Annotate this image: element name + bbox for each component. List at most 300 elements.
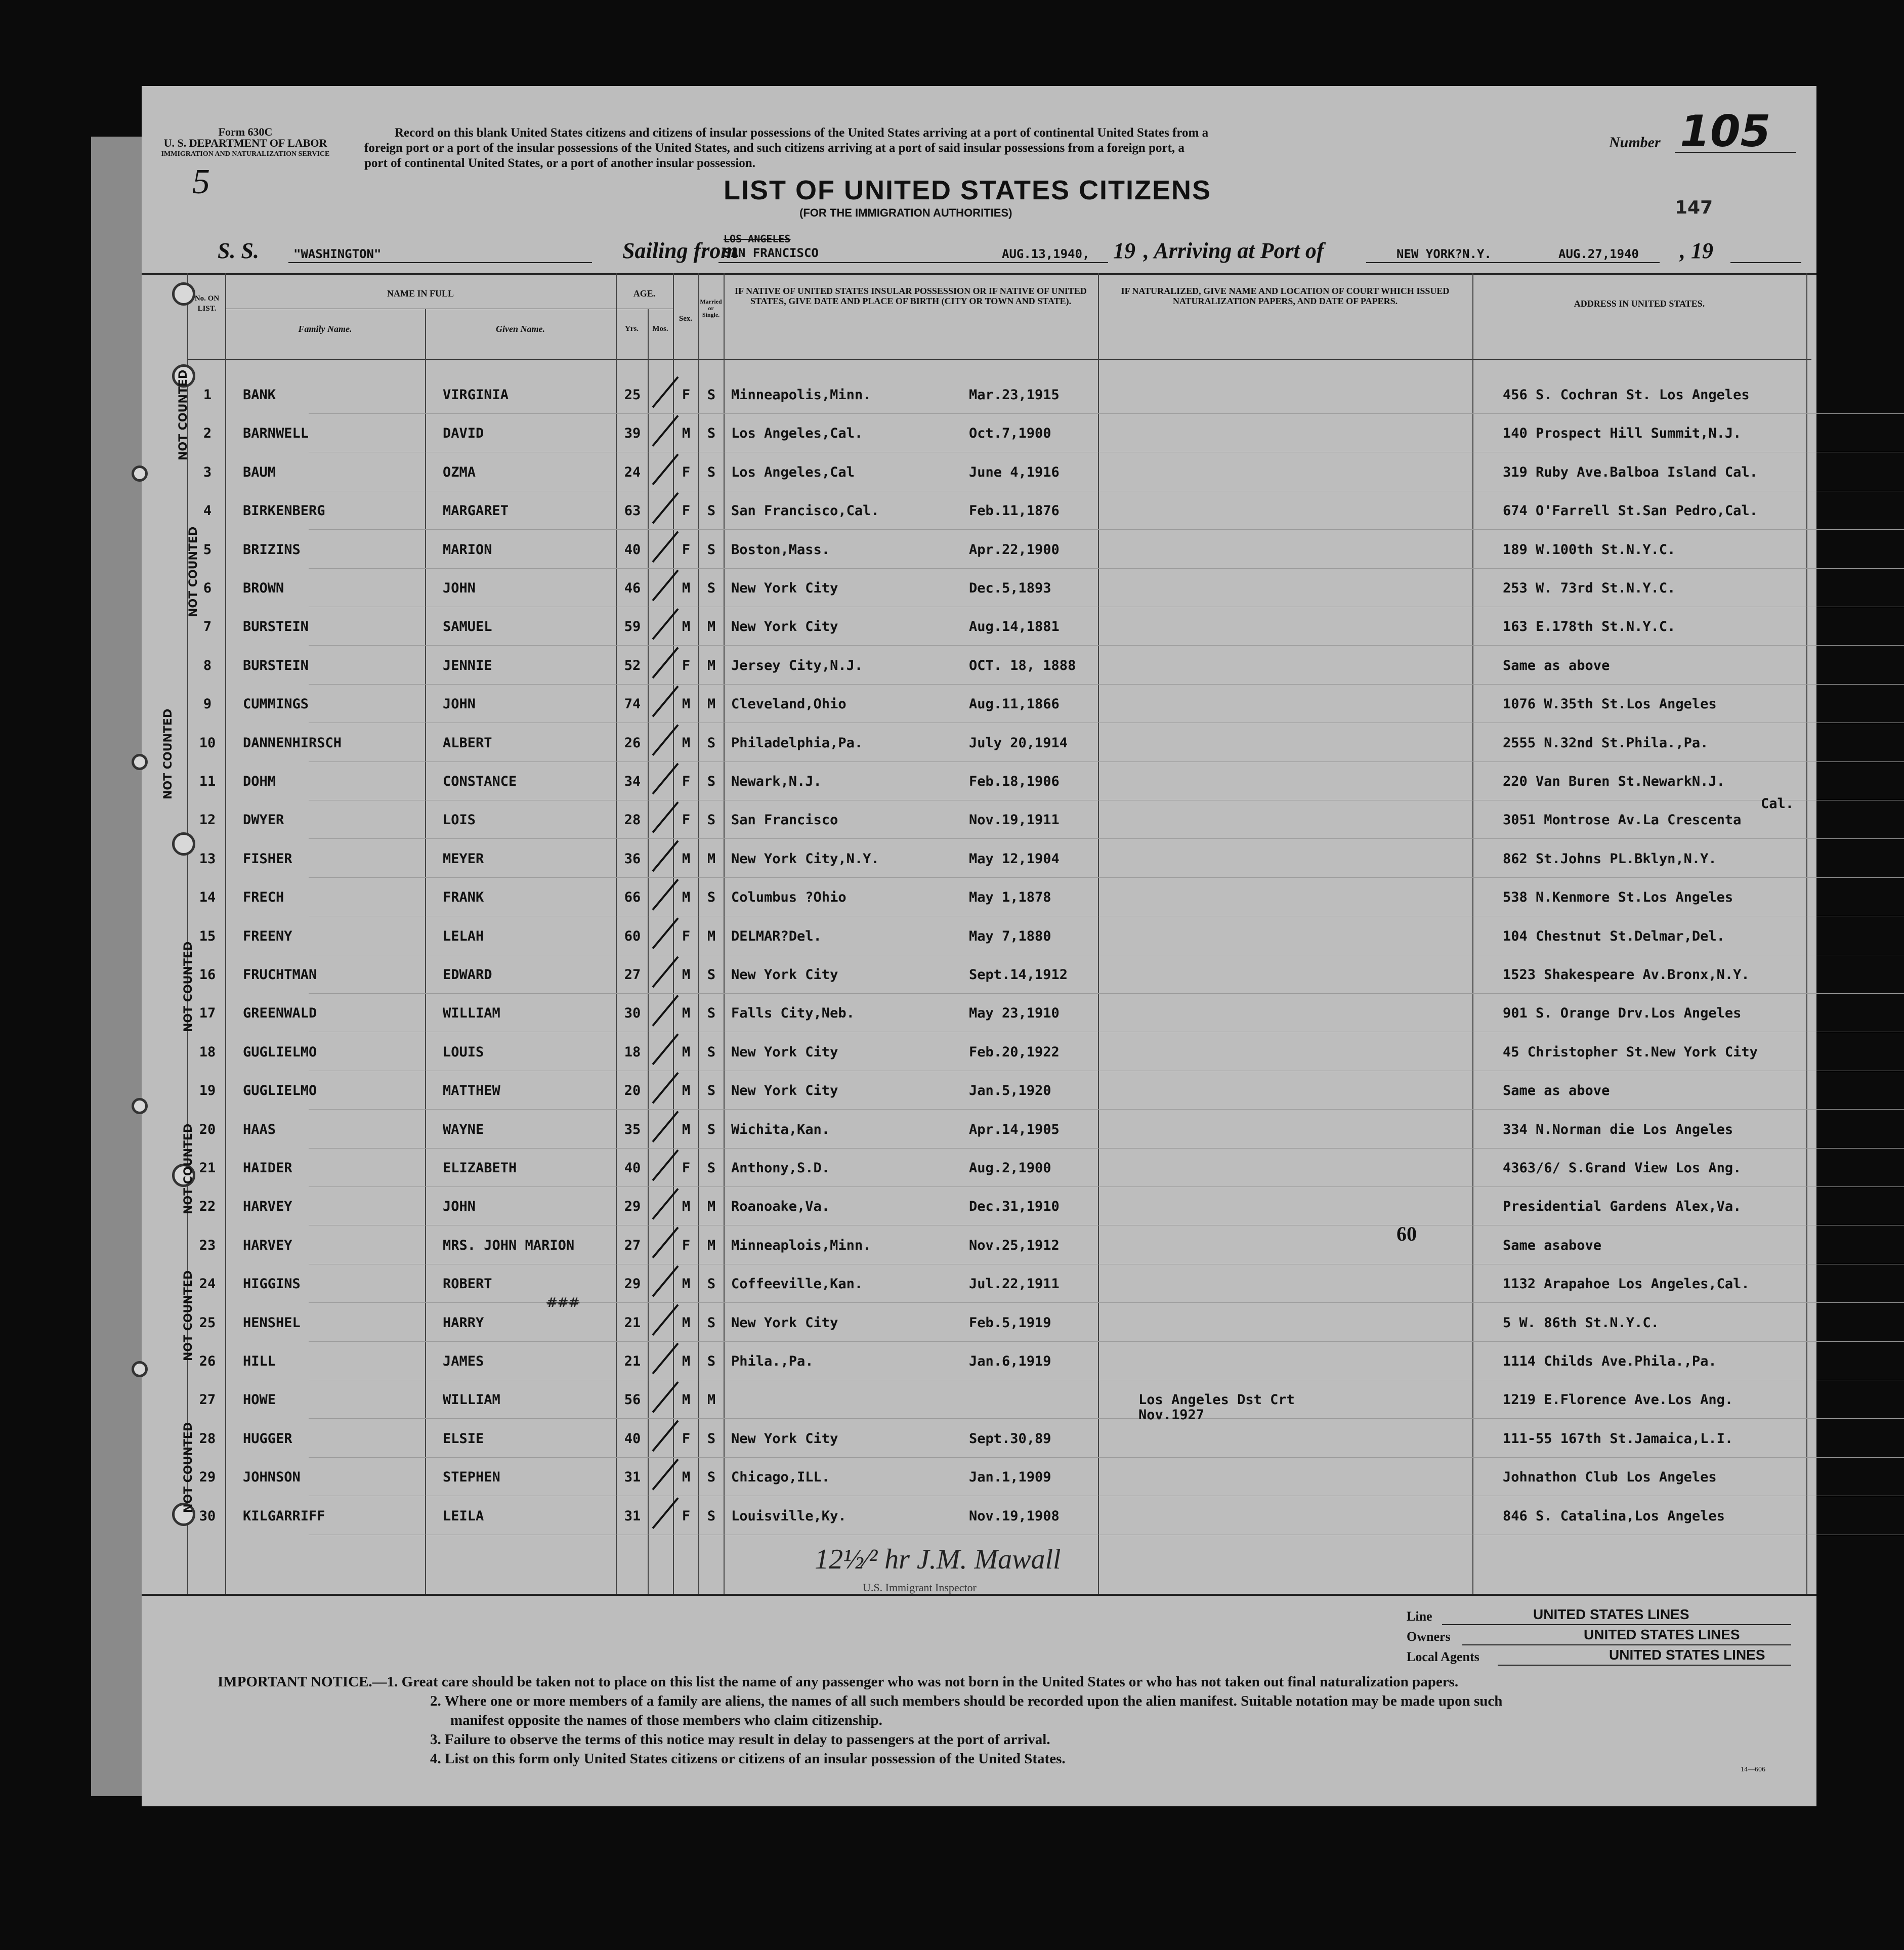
marital-status: S: [707, 1276, 716, 1292]
age-years: 36: [624, 851, 641, 867]
manifest-page: [142, 86, 1816, 1806]
address: Same asabove: [1503, 1237, 1602, 1253]
address: 538 N.Kenmore St.Los Angeles: [1503, 889, 1733, 906]
birth-place: San Francisco,Cal.: [731, 503, 879, 519]
family-name: BAUM: [243, 464, 276, 480]
notice-label: IMPORTANT NOTICE.: [218, 1674, 372, 1690]
address: Presidential Gardens Alex,Va.: [1503, 1199, 1742, 1215]
address: 1132 Arapahoe Los Angeles,Cal.: [1503, 1276, 1750, 1292]
row-number: 14: [199, 889, 216, 906]
check-mark: [653, 1189, 678, 1219]
given-name: MATTHEW: [443, 1083, 500, 1099]
age-years: 46: [624, 580, 641, 596]
age-years: 59: [624, 619, 641, 635]
age-years: 52: [624, 657, 641, 673]
birth-date: Aug.11,1866: [969, 696, 1060, 712]
given-name: ROBERT: [443, 1276, 492, 1292]
sex: M: [682, 735, 691, 751]
age-years: 21: [624, 1353, 641, 1369]
birth-place: Los Angeles,Cal.: [731, 426, 863, 442]
family-name: JOHNSON: [243, 1469, 301, 1486]
family-name: HILL: [243, 1353, 276, 1369]
birth-date: Jan.1,1909: [969, 1469, 1051, 1486]
family-name: HUGGER: [243, 1430, 292, 1447]
row-number: 21: [199, 1160, 216, 1176]
given-name: MARGARET: [443, 503, 509, 519]
family-name: BRIZINS: [243, 541, 301, 558]
row-number: 3: [203, 464, 212, 480]
age-years: 63: [624, 503, 641, 519]
check-mark: [653, 918, 678, 949]
row-number: 15: [199, 928, 216, 944]
birth-place: Los Angeles,Cal: [731, 464, 855, 480]
given-name: CONSTANCE: [443, 774, 517, 789]
row-number: 12: [199, 812, 216, 828]
header-naturalized: IF NATURALIZED, GIVE NAME AND LOCATION OF COURT WHICH ISSUED NATURALIZATION PAPERS, AND DATE OF PAPERS.: [1121, 286, 1450, 306]
notice-2b: manifest opposite the names of those members who claim citizenship.: [450, 1712, 882, 1728]
family-name: FISHER: [243, 851, 292, 867]
address: 189 W.100th St.N.Y.C.: [1503, 541, 1676, 558]
birth-place: Louisville,Ky.: [731, 1508, 847, 1524]
birth-place: San Francisco: [731, 812, 838, 828]
birth-place: New York City: [731, 967, 838, 983]
check-mark: [653, 1343, 678, 1374]
birth-date: Sept.30,89: [969, 1430, 1051, 1447]
birth-date: Aug.14,1881: [969, 619, 1060, 635]
arriving-label: , Arriving at Port of: [1144, 238, 1324, 263]
marital-status: M: [707, 657, 716, 673]
given-name: MEYER: [443, 851, 484, 867]
marital-status: M: [707, 928, 716, 944]
marital-status: M: [707, 851, 716, 867]
birth-place: Minneapolis,Minn.: [731, 387, 871, 403]
age-years: 21: [624, 1315, 641, 1331]
marital-status: S: [707, 1315, 716, 1331]
birth-place: Chicago,ILL.: [731, 1469, 830, 1486]
check-mark: [653, 802, 678, 832]
address: 140 Prospect Hill Summit,N.J.: [1503, 426, 1742, 442]
inspector-signature: 12½⁄² hr J.M. Mawall: [815, 1544, 1061, 1575]
check-mark: [653, 879, 678, 910]
header-yrs: Yrs.: [624, 325, 639, 333]
age-years: 27: [624, 967, 641, 983]
sex: M: [682, 1469, 691, 1486]
marital-status: S: [707, 1005, 716, 1022]
birth-date: July 20,1914: [969, 735, 1068, 751]
birth-date: Nov.25,1912: [969, 1237, 1060, 1253]
given-name: HARRY: [443, 1315, 484, 1331]
owners-label: Owners: [1407, 1629, 1451, 1644]
header-mos: Mos.: [652, 325, 668, 333]
from-struck: LOS ANGELES: [724, 233, 791, 245]
birth-place: Coffeeville,Kan.: [731, 1276, 863, 1292]
arrival-port: NEW YORK?N.Y.: [1397, 247, 1492, 261]
address: 1523 Shakespeare Av.Bronx,N.Y.: [1503, 967, 1750, 983]
row-number: 6: [203, 580, 212, 596]
age-years: 40: [624, 1160, 641, 1176]
given-name: WILLIAM: [443, 1005, 500, 1022]
service: IMMIGRATION AND NATURALIZATION SERVICE: [161, 150, 330, 158]
row-number: 19: [199, 1083, 216, 1099]
age-years: 40: [624, 541, 641, 558]
given-name: OZMA: [443, 464, 476, 480]
family-name: HARVEY: [243, 1237, 292, 1253]
birth-place: New York City: [731, 1044, 838, 1060]
given-name: WAYNE: [443, 1121, 484, 1137]
check-mark: [653, 493, 678, 523]
row-number: 17: [199, 1005, 216, 1022]
age-years: 39: [624, 426, 641, 442]
check-mark: [653, 1227, 678, 1258]
family-name: GUGLIELMO: [243, 1044, 317, 1060]
birth-place: Anthony,S.D.: [731, 1160, 830, 1176]
birth-place: New York City: [731, 1315, 838, 1331]
sex: M: [682, 619, 691, 635]
given-name: ALBERT: [443, 735, 492, 751]
not-counted-stamp: NOT COUNTED: [182, 1422, 195, 1513]
header-birth: IF NATIVE OF UNITED STATES INSULAR POSSESSION OR IF NATIVE OF UNITED STATES, GIVE DATE AND PLACE OF BIRTH (CITY OR TOWN AND STATE).: [735, 286, 1087, 306]
address: 253 W. 73rd St.N.Y.C.: [1503, 580, 1676, 596]
row-number: 16: [199, 967, 216, 983]
row-number: 10: [199, 735, 216, 751]
given-name: LOIS: [443, 812, 476, 828]
birth-date: May 7,1880: [969, 928, 1051, 944]
notice-2: 2. Where one or more members of a family are aliens, the names of all such members should be recorded upon the alien manifest. Suitable notation may be made upon such: [430, 1693, 1503, 1709]
birth-place: New York City: [731, 580, 838, 596]
address: 3051 Montrose Av.La Crescenta: [1503, 812, 1742, 828]
birth-date: Feb.5,1919: [969, 1315, 1051, 1331]
address: 220 Van Buren St.NewarkN.J.: [1503, 774, 1725, 789]
family-name: DANNENHIRSCH: [243, 735, 342, 751]
sex: F: [682, 503, 691, 519]
given-name: JOHN: [443, 1199, 476, 1215]
preamble-line-2: foreign port or a port of the insular possessions of the United States, and such citizens arriving at a port of said insular possessions from a foreign port, a: [364, 141, 1184, 155]
sex: F: [682, 541, 691, 558]
birth-place: Minneaplois,Minn.: [731, 1237, 871, 1253]
check-mark: [653, 1266, 678, 1296]
check-mark: [653, 1073, 678, 1103]
check-mark: [653, 995, 678, 1026]
not-counted-stamp: NOT COUNTED: [182, 1270, 195, 1361]
check-mark: [653, 841, 678, 871]
birth-date: Nov.19,1908: [969, 1508, 1060, 1524]
birth-date: Sept.14,1912: [969, 967, 1068, 983]
row-number: 8: [203, 657, 212, 673]
birth-place: Wichita,Kan.: [731, 1121, 830, 1137]
address: Same as above: [1503, 1083, 1610, 1099]
address: 2555 N.32nd St.Phila.,Pa.: [1503, 735, 1709, 751]
family-name: HAAS: [243, 1121, 276, 1137]
family-name: GREENWALD: [243, 1005, 317, 1022]
age-years: 31: [624, 1469, 641, 1486]
line-value: UNITED STATES LINES: [1533, 1606, 1689, 1622]
sex: F: [682, 1430, 691, 1447]
header-address: ADDRESS IN UNITED STATES.: [1574, 299, 1705, 309]
birth-place: Boston,Mass.: [731, 541, 830, 558]
sex: M: [682, 1353, 691, 1369]
agents-value: UNITED STATES LINES: [1609, 1647, 1765, 1663]
marital-status: S: [707, 1508, 716, 1524]
birth-place: New York City: [731, 1430, 838, 1447]
row-number: 2: [203, 426, 212, 442]
family-name: HARVEY: [243, 1199, 292, 1215]
marital-status: M: [707, 1199, 716, 1215]
given-name: LOUIS: [443, 1044, 484, 1060]
marital-status: S: [707, 580, 716, 596]
sex: M: [682, 580, 691, 596]
birth-place: New York City,N.Y.: [731, 851, 879, 867]
given-name: DAVID: [443, 426, 484, 442]
check-mark: [653, 648, 678, 678]
family-name: HOWE: [243, 1392, 276, 1408]
marital-status: S: [707, 1121, 716, 1137]
sex: F: [682, 812, 691, 828]
sex: F: [682, 657, 691, 673]
birth-date: Feb.11,1876: [969, 503, 1060, 519]
birth-place: Falls City,Neb.: [731, 1005, 855, 1022]
agents-label: Local Agents: [1407, 1649, 1479, 1664]
address: 1114 Childs Ave.Phila.,Pa.: [1503, 1353, 1717, 1369]
check-mark: [653, 686, 678, 716]
birth-place: New York City: [731, 619, 838, 635]
given-name: ELIZABETH: [443, 1160, 517, 1176]
birth-date: Jan.5,1920: [969, 1083, 1051, 1099]
naturalization-court: Los Angeles Dst Crt: [1138, 1392, 1295, 1408]
row-number: 4: [203, 503, 212, 519]
family-name: HIGGINS: [243, 1276, 301, 1292]
age-years: 24: [624, 464, 641, 480]
header-name: NAME IN FULL: [387, 288, 454, 299]
family-name: CUMMINGS: [243, 696, 309, 712]
given-name: JOHN: [443, 580, 476, 596]
marital-status: M: [707, 696, 716, 712]
birth-date: Mar.23,1915: [969, 387, 1060, 403]
sex: F: [682, 1237, 691, 1253]
birth-date: Dec.31,1910: [969, 1199, 1060, 1215]
given-name: VIRGINIA: [443, 387, 509, 403]
not-counted-stamp: NOT COUNTED: [187, 526, 200, 617]
check-mark: [653, 1034, 678, 1065]
row-number: 30: [199, 1508, 216, 1524]
marital-status: S: [707, 464, 716, 480]
header-sex: Sex.: [679, 315, 693, 323]
birth-date: OCT. 18, 1888: [969, 657, 1076, 673]
header-married: Married or Single.: [700, 298, 722, 318]
address: 901 S. Orange Drv.Los Angeles: [1503, 1005, 1742, 1022]
age-years: 20: [624, 1083, 641, 1099]
check-mark: [653, 532, 678, 562]
birth-date: Nov.19,1911: [969, 812, 1060, 828]
department: U. S. DEPARTMENT OF LABOR: [163, 137, 327, 149]
family-name: KILGARRIFF: [243, 1508, 325, 1524]
check-mark: [653, 609, 678, 639]
sex: M: [682, 1276, 691, 1292]
age-years: 31: [624, 1508, 641, 1524]
arrival-date: AUG.27,1940: [1558, 247, 1639, 261]
birth-place: Philadelphia,Pa.: [731, 735, 863, 751]
sex: M: [682, 1005, 691, 1022]
row-number: 26: [199, 1353, 216, 1369]
not-counted-stamp: NOT COUNTED: [162, 708, 175, 799]
birth-date: May 12,1904: [969, 851, 1060, 867]
family-name: BIRKENBERG: [243, 503, 325, 519]
given-name: EDWARD: [443, 967, 492, 983]
sex: M: [682, 1083, 691, 1099]
number-label: Number: [1609, 134, 1661, 151]
birth-date: Feb.18,1906: [969, 774, 1060, 789]
family-name: DWYER: [243, 812, 284, 828]
header-age: AGE.: [633, 288, 656, 299]
sex: M: [682, 851, 691, 867]
form-number: Form 630C: [218, 125, 273, 138]
marital-status: S: [707, 1469, 716, 1486]
marital-status: S: [707, 426, 716, 442]
row-number: 20: [199, 1121, 216, 1137]
sex: M: [682, 967, 691, 983]
address: 4363/6/ S.Grand View Los Ang.: [1503, 1160, 1742, 1176]
family-name: BARNWELL: [243, 426, 309, 442]
ship-name: "WASHINGTON": [293, 247, 382, 261]
ss-label: S. S.: [218, 238, 259, 263]
family-name: FRECH: [243, 889, 284, 906]
given-name: JAMES: [443, 1353, 484, 1369]
not-counted-stamp: NOT COUNTED: [182, 941, 195, 1032]
given-name: MRS. JOHN MARION: [443, 1237, 575, 1253]
birth-date: Aug.2,1900: [969, 1160, 1051, 1176]
check-mark: [653, 764, 678, 794]
row-number: 7: [203, 619, 212, 635]
inspector-title: U.S. Immigrant Inspector: [863, 1581, 977, 1594]
family-name: BURSTEIN: [243, 657, 309, 673]
birth-date: May 23,1910: [969, 1005, 1060, 1022]
family-name: HENSHEL: [243, 1315, 301, 1331]
number-value: 105: [1680, 106, 1771, 157]
handwritten-mark: 5: [192, 162, 210, 201]
sex: M: [682, 1121, 691, 1137]
print-code: 14—606: [1741, 1766, 1765, 1773]
marital-status: S: [707, 967, 716, 983]
sex: M: [682, 426, 691, 442]
line-label: Line: [1407, 1609, 1432, 1624]
check-mark: [653, 570, 678, 601]
given-name: MARION: [443, 541, 492, 558]
marital-status: M: [707, 1392, 716, 1408]
birth-place: DELMAR?Del.: [731, 928, 822, 944]
owners-value: UNITED STATES LINES: [1584, 1627, 1740, 1642]
age-years: 25: [624, 387, 641, 403]
check-mark: [653, 1112, 678, 1142]
given-name: JOHN: [443, 696, 476, 712]
notice-1: —1. Great care should be taken not to place on this list the name of any passenger who was not born in the United States or who has not taken out final naturalization papers.: [372, 1674, 1459, 1690]
family-name: BROWN: [243, 580, 284, 596]
birth-place: Phila.,Pa.: [731, 1353, 814, 1369]
address: 674 O'Farrell St.San Pedro,Cal.: [1503, 503, 1758, 519]
sailing-label: Sailing from: [622, 238, 738, 263]
birth-date: May 1,1878: [969, 889, 1051, 906]
age-years: 74: [624, 696, 641, 712]
age-years: 40: [624, 1430, 641, 1447]
check-mark: [653, 1421, 678, 1451]
birth-place: New York City: [731, 1083, 838, 1099]
address: 111-55 167th St.Jamaica,L.I.: [1503, 1430, 1733, 1447]
sex: F: [682, 464, 691, 480]
family-name: GUGLIELMO: [243, 1083, 317, 1099]
row-number: 5: [203, 541, 212, 558]
row-number: 18: [199, 1044, 216, 1060]
preamble-line-3: port of continental United States, or a port of another insular possession.: [364, 156, 755, 170]
given-name: WILLIAM: [443, 1392, 500, 1408]
birth-date: June 4,1916: [969, 464, 1060, 480]
birth-date: Jul.22,1911: [969, 1276, 1060, 1292]
row-number: 9: [203, 696, 212, 712]
birth-place: Newark,N.J.: [731, 774, 822, 789]
address: 319 Ruby Ave.Balboa Island Cal.: [1503, 464, 1758, 480]
not-counted-stamp: NOT COUNTED: [182, 1123, 195, 1214]
row-number: 22: [199, 1199, 216, 1215]
arrival-year: , 19: [1680, 238, 1713, 263]
address: 846 S. Catalina,Los Angeles: [1503, 1508, 1725, 1524]
check-mark: [653, 1305, 678, 1335]
check-mark: [653, 415, 678, 446]
address: 862 St.Johns PL.Bklyn,N.Y.: [1503, 851, 1717, 867]
address: 163 E.178th St.N.Y.C.: [1503, 619, 1676, 635]
row-number: 24: [199, 1276, 216, 1292]
marital-status: S: [707, 1353, 716, 1369]
sex: M: [682, 696, 691, 712]
age-years: 26: [624, 735, 641, 751]
birth-date: Dec.5,1893: [969, 580, 1051, 596]
address: 1076 W.35th St.Los Angeles: [1503, 696, 1717, 712]
address-note: Cal.: [1761, 796, 1794, 812]
age-years: 30: [624, 1005, 641, 1022]
marital-status: S: [707, 774, 716, 789]
page-stamp: 147: [1675, 197, 1713, 218]
row-number: 27: [199, 1392, 216, 1408]
marital-status: S: [707, 503, 716, 519]
from-port: SAN FRANCISCO: [724, 246, 819, 260]
not-counted-stamp: NOT COUNTED: [177, 369, 190, 460]
age-years: 35: [624, 1121, 641, 1137]
address: Johnathon Club Los Angeles: [1503, 1469, 1717, 1486]
birth-date: Oct.7,1900: [969, 426, 1051, 442]
birth-date: Feb.20,1922: [969, 1044, 1060, 1060]
marital-status: S: [707, 541, 716, 558]
age-years: 29: [624, 1199, 641, 1215]
marital-status: S: [707, 812, 716, 828]
birth-place: Columbus ?Ohio: [731, 889, 847, 906]
header-given: Given Name.: [496, 324, 545, 334]
sex: M: [682, 1315, 691, 1331]
marital-status: M: [707, 1237, 716, 1253]
check-mark: [653, 1459, 678, 1490]
birth-place: Cleveland,Ohio: [731, 696, 847, 712]
sex: F: [682, 928, 691, 944]
age-years: 34: [624, 774, 641, 789]
sail-date: AUG.13,1940,: [1002, 247, 1090, 261]
address: 45 Christopher St.New York City: [1503, 1044, 1758, 1060]
marital-status: S: [707, 1430, 716, 1447]
row-number: 25: [199, 1315, 216, 1331]
row-number: 11: [199, 774, 216, 789]
marital-status: S: [707, 1083, 716, 1099]
birth-date: Apr.14,1905: [969, 1121, 1060, 1137]
sex: F: [682, 774, 691, 789]
age-years: 56: [624, 1392, 641, 1408]
check-mark: [653, 725, 678, 755]
notice-3: 3. Failure to observe the terms of this notice may result in delay to passengers at the port of arrival.: [430, 1731, 1050, 1748]
address: 456 S. Cochran St. Los Angeles: [1503, 387, 1750, 403]
important-notice: [218, 1672, 1801, 1768]
